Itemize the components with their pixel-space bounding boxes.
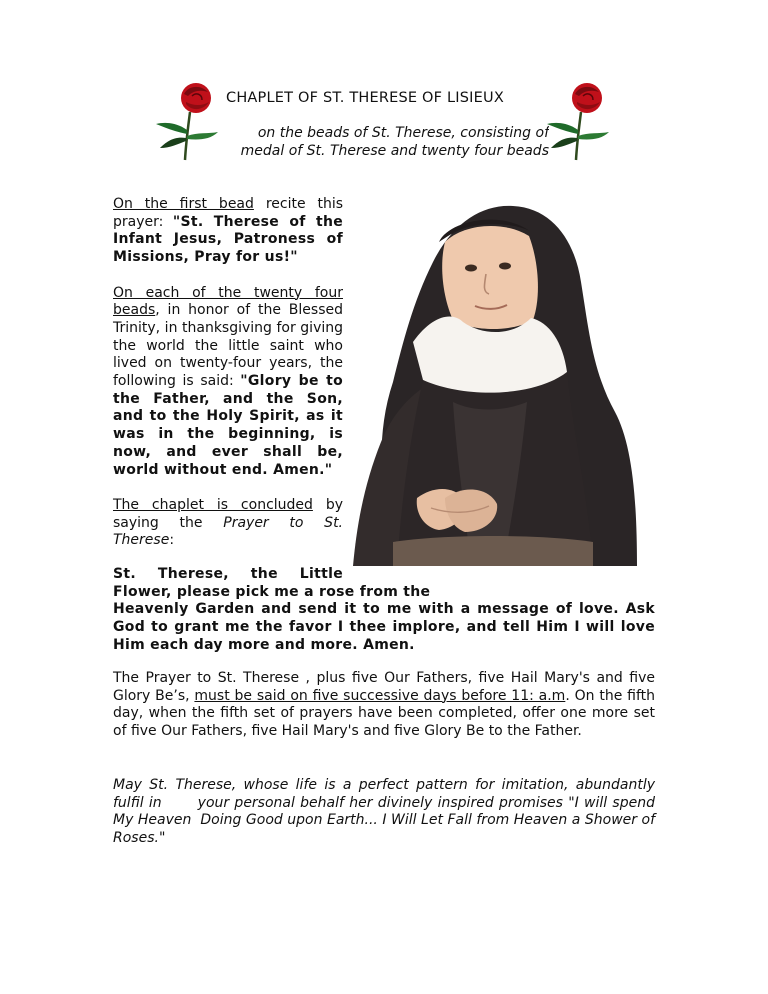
rose-icon xyxy=(152,78,222,162)
closing-text xyxy=(113,777,655,848)
rose-icon xyxy=(543,78,613,162)
first-bead-paragraph xyxy=(113,196,343,267)
instructions-text-2: . On the fifth day, when the fifth set of prayers have been completed, offer one more set of five Our Fathers, five Hail Mary's and five Glory Be to the Father. xyxy=(113,687,655,740)
conclusion-colon: : xyxy=(169,532,175,549)
prayer-line: St. Therese, the Little xyxy=(113,566,343,582)
conclusion-lead: The chaplet is concluded xyxy=(113,496,313,513)
subtitle-line: medal of St. Therese and twenty four beads xyxy=(240,143,549,159)
closing-paragraph xyxy=(113,777,655,848)
glory-be-prayer: "Glory be to the Father, and the Son, and to the Holy Spirit, as it was in the beginning, is now, and ever shall be, world without end. Amen." xyxy=(113,373,343,478)
prayer-rest: Heavenly Garden and send it to me with a message of love. Ask God to grant me the favor I thee implore, and tell Him I will love Him each day more and more. Amen. xyxy=(113,601,655,653)
header xyxy=(0,78,768,168)
prayer-line: Flower, please pick me a rose from the xyxy=(113,583,431,600)
instructions-text xyxy=(113,670,655,741)
instructions-text-1: The Prayer to St. Therese , plus five Our Fathers, five Hail Mary's and five Glory Be’s, xyxy=(113,670,655,704)
prayer-to-st-therese xyxy=(113,566,655,655)
closing-part-2: your personal behalf her divinely inspired promises "I will spend My Heaven xyxy=(113,794,655,829)
left-column xyxy=(113,196,343,568)
conclusion-paragraph xyxy=(113,497,343,550)
first-bead-lead: On the first bead xyxy=(113,196,254,212)
twenty-four-lead: On each of the twenty four beads xyxy=(113,284,343,319)
page-title: CHAPLET OF ST. THERESE OF LISIEUX xyxy=(226,90,504,106)
twenty-four-text: , in honor of the Blessed Trinity, in thanksgiving for giving the world the little saint who lived on twenty-four years, the following is said: xyxy=(113,302,343,390)
subtitle-clip xyxy=(224,124,549,164)
closing-part-1: May St. Therese, whose life is a perfect pattern for imitation, abundantly fulfil in xyxy=(113,777,655,811)
subtitle-line: on the beads of St. Therese, consisting of xyxy=(257,125,549,141)
subtitle xyxy=(241,124,549,160)
twenty-four-paragraph xyxy=(113,285,343,480)
instructions-paragraph xyxy=(113,670,655,741)
conclusion-text: by saying the xyxy=(113,496,343,531)
instructions-underlined: must be said on five successive days before 11: a.m xyxy=(194,687,566,704)
first-bead-prayer: "St. Therese of the Infant Jesus, Patroness of Missions, Pray for us!" xyxy=(113,213,343,266)
portrait-image xyxy=(353,202,637,566)
conclusion-prayer-name: Prayer to St. Therese xyxy=(113,514,344,549)
closing-part-3: Doing Good upon Earth... I Will Let Fall from Heaven a Shower of Roses." xyxy=(113,812,656,847)
first-bead-verb: recite this prayer: xyxy=(113,196,344,230)
